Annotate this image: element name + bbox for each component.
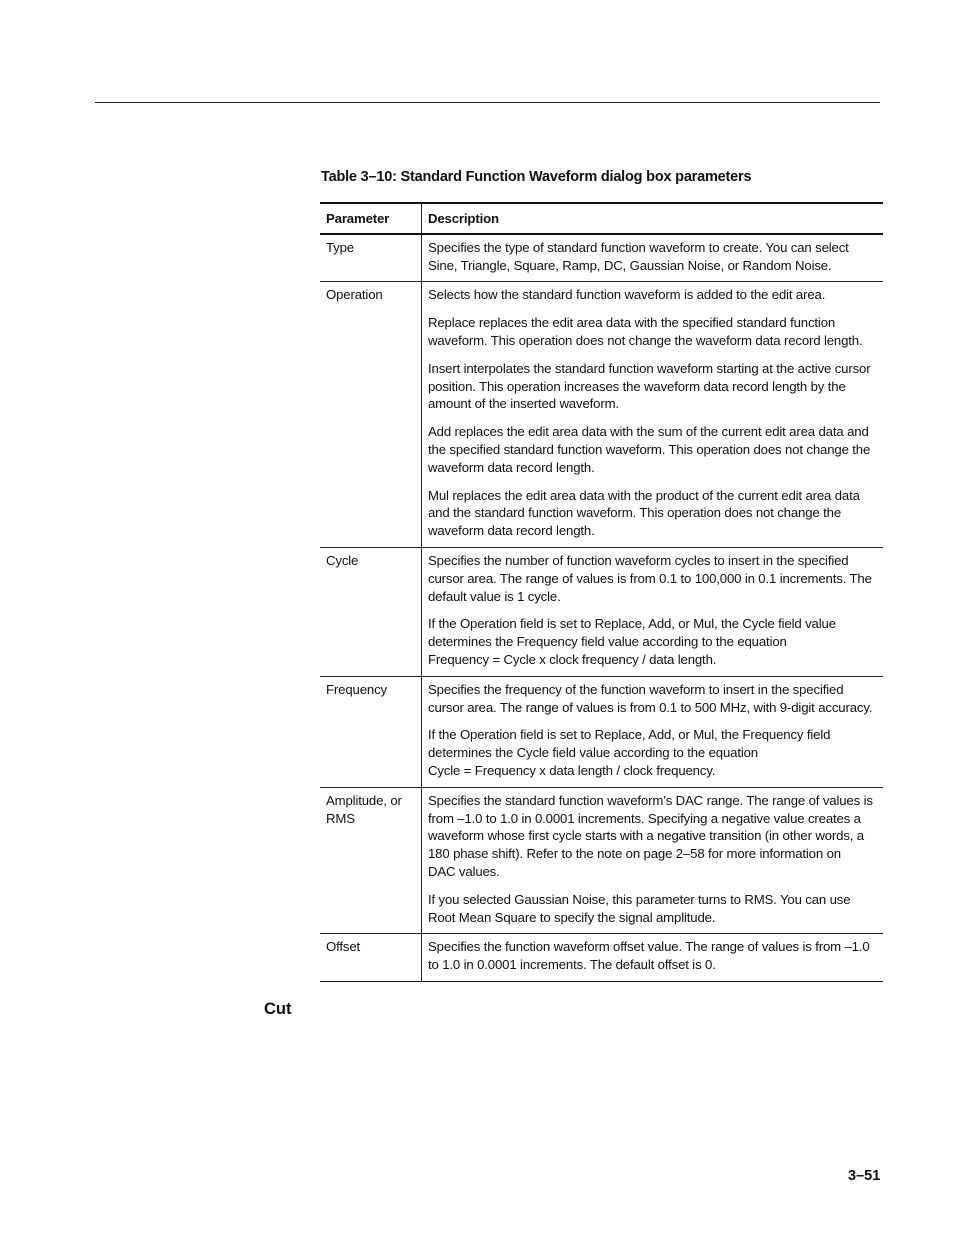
- description-line: waveform. This operation does not change the waveform data record length.: [428, 332, 863, 348]
- table-row: [320, 234, 883, 282]
- description-line: Mul replaces the edit area data with the product of the current edit area data: [428, 487, 860, 503]
- description-line: position. This operation increases the waveform data record length by the: [428, 378, 846, 394]
- description-line: determines the Cycle field value according to the equation: [428, 745, 758, 761]
- description-line: Specifies the standard function waveform’s DAC range. The range of values is: [428, 792, 873, 808]
- column-header-description: Description: [422, 203, 884, 234]
- table-row: [320, 676, 883, 787]
- description-paragraph: [428, 615, 877, 668]
- description-line: cursor area. The range of values is from 0.1 to 100,000 in 0.1 increments. The: [428, 570, 872, 586]
- description-paragraph: [428, 487, 877, 540]
- header-rule: [95, 102, 880, 103]
- description-cell: [422, 282, 884, 548]
- table-body: [320, 234, 883, 982]
- description-line: the specified standard function waveform. This operation does not change the: [428, 441, 871, 457]
- parameter-cell: Frequency: [320, 676, 422, 787]
- table-row: [320, 282, 883, 548]
- description-line: 180 phase shift). Refer to the note on page 2–58 for more information on: [428, 846, 841, 862]
- parameter-cell: Amplitude, or RMS: [320, 787, 422, 934]
- description-line: Specifies the function waveform offset value. The range of values is from –1.0: [428, 939, 870, 955]
- parameter-table: [320, 202, 883, 982]
- description-line: Frequency = Cycle x clock frequency / data length.: [428, 651, 717, 667]
- description-line: default value is 1 cycle.: [428, 588, 561, 604]
- table-caption: Table 3–10: Standard Function Waveform dialog box parameters: [321, 169, 752, 185]
- description-line: If the Operation field is set to Replace, Add, or Mul, the Cycle field value: [428, 616, 836, 632]
- table-row: [320, 787, 883, 934]
- description-paragraph: [428, 891, 877, 927]
- parameter-cell: Offset: [320, 934, 422, 982]
- description-line: If the Operation field is set to Replace, Add, or Mul, the Frequency field: [428, 727, 831, 743]
- description-line: Selects how the standard function waveform is added to the edit area.: [428, 287, 826, 303]
- description-line: to 1.0 in 0.0001 increments. The default offset is 0.: [428, 957, 716, 973]
- page-number: 3–51: [848, 1168, 881, 1184]
- description-cell: [422, 676, 884, 787]
- description-line: Add replaces the edit area data with the sum of the current edit area data and: [428, 424, 869, 440]
- description-line: DAC values.: [428, 863, 500, 879]
- description-line: Specifies the number of function waveform cycles to insert in the specified: [428, 552, 849, 568]
- parameter-cell: Type: [320, 234, 422, 282]
- description-paragraph: [428, 552, 877, 605]
- description-line: cursor area. The range of values is from 0.1 to 500 MHz, with 9-digit accuracy.: [428, 699, 873, 715]
- description-paragraph: [428, 423, 877, 476]
- description-line: Root Mean Square to specify the signal amplitude.: [428, 909, 716, 925]
- description-paragraph: [428, 726, 877, 779]
- description-cell: [422, 547, 884, 676]
- description-paragraph: [428, 314, 877, 350]
- description-line: Specifies the type of standard function waveform to create. You can select: [428, 239, 849, 255]
- description-paragraph: [428, 792, 877, 881]
- description-line: waveform data record length.: [428, 459, 595, 475]
- table-row: [320, 547, 883, 676]
- description-paragraph: [428, 938, 877, 974]
- parameter-cell: Operation: [320, 282, 422, 548]
- description-line: If you selected Gaussian Noise, this parameter turns to RMS. You can use: [428, 891, 851, 907]
- description-line: Specifies the frequency of the function waveform to insert in the specified: [428, 681, 844, 697]
- description-line: Cycle = Frequency x data length / clock frequency.: [428, 762, 716, 778]
- description-paragraph: [428, 286, 877, 304]
- description-cell: [422, 234, 884, 282]
- description-cell: [422, 934, 884, 982]
- description-line: Sine, Triangle, Square, Ramp, DC, Gaussian Noise, or Random Noise.: [428, 257, 832, 273]
- description-line: waveform data record length.: [428, 523, 595, 539]
- description-paragraph: [428, 239, 877, 275]
- parameter-cell: Cycle: [320, 547, 422, 676]
- description-line: Replace replaces the edit area data with the specified standard function: [428, 315, 836, 331]
- section-heading: Cut: [264, 1000, 292, 1018]
- table-row: [320, 934, 883, 982]
- description-line: from –1.0 to 1.0 in 0.0001 increments. Specifying a negative value creates a: [428, 810, 861, 826]
- description-line: waveform whose first cycle starts with a negative transition (in other words, a: [428, 828, 864, 844]
- description-paragraph: [428, 681, 877, 717]
- description-line: determines the Frequency field value according to the equation: [428, 634, 787, 650]
- description-line: and the standard function waveform. This operation does not change the: [428, 505, 842, 521]
- description-line: Insert interpolates the standard function waveform starting at the active cursor: [428, 360, 871, 376]
- description-paragraph: [428, 360, 877, 413]
- description-cell: [422, 787, 884, 934]
- table-header-row: [320, 203, 883, 234]
- column-header-parameter: Parameter: [320, 203, 422, 234]
- description-line: amount of the inserted waveform.: [428, 396, 619, 412]
